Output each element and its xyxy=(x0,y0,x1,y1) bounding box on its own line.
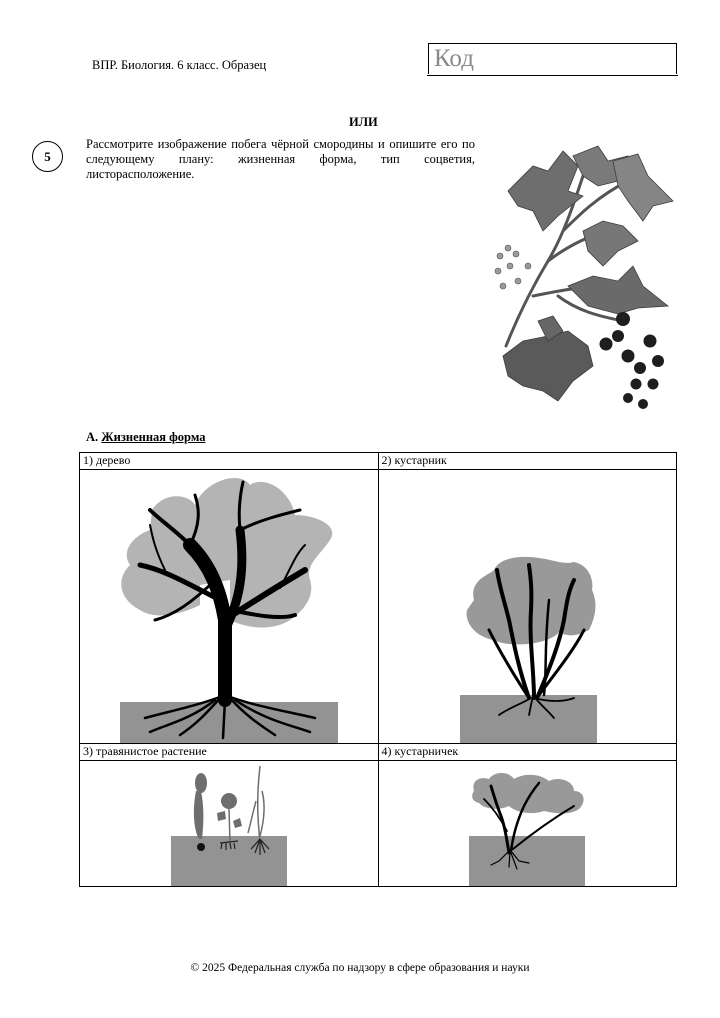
soil-block xyxy=(469,836,585,886)
subshrub-icon xyxy=(379,761,677,886)
herbaceous-plants-icon xyxy=(80,761,378,886)
code-label: Код xyxy=(434,45,474,72)
section-prefix: А. xyxy=(86,430,99,444)
footer-copyright: © 2025 Федеральная служба по надзору в сфере образования и науки xyxy=(190,962,530,974)
life-form-label-2: 2) кустарник xyxy=(378,453,677,470)
life-form-label-3: 3) травянистое растение xyxy=(80,744,379,761)
or-label: ИЛИ xyxy=(349,115,378,129)
life-form-label-1: 1) дерево xyxy=(80,453,379,470)
subshrub-cell xyxy=(378,761,677,887)
soil-block xyxy=(460,695,597,743)
tree-icon xyxy=(80,470,378,743)
header-title: ВПР. Биология. 6 класс. Образец xyxy=(92,58,267,72)
tree-cell xyxy=(80,470,379,744)
task-text: Рассмотрите изображение побега чёрной смородины и опишите его по следующему плану: жизненная форма, тип соцветия, листорасположение. xyxy=(86,137,475,181)
soil-block xyxy=(120,702,338,743)
shrub-cell xyxy=(378,470,677,744)
section-title xyxy=(86,430,206,445)
task-number-badge: 5 xyxy=(32,141,63,172)
soil-block xyxy=(171,836,287,886)
life-form-label-4: 4) кустарничек xyxy=(378,744,677,761)
section-title-text: Жизненная форма xyxy=(101,430,206,444)
black-currant-shoot-image xyxy=(488,136,678,412)
shrub-icon xyxy=(379,470,677,743)
code-box[interactable] xyxy=(428,43,677,74)
life-forms-table xyxy=(79,452,677,887)
herbaceous-cell xyxy=(80,761,379,887)
